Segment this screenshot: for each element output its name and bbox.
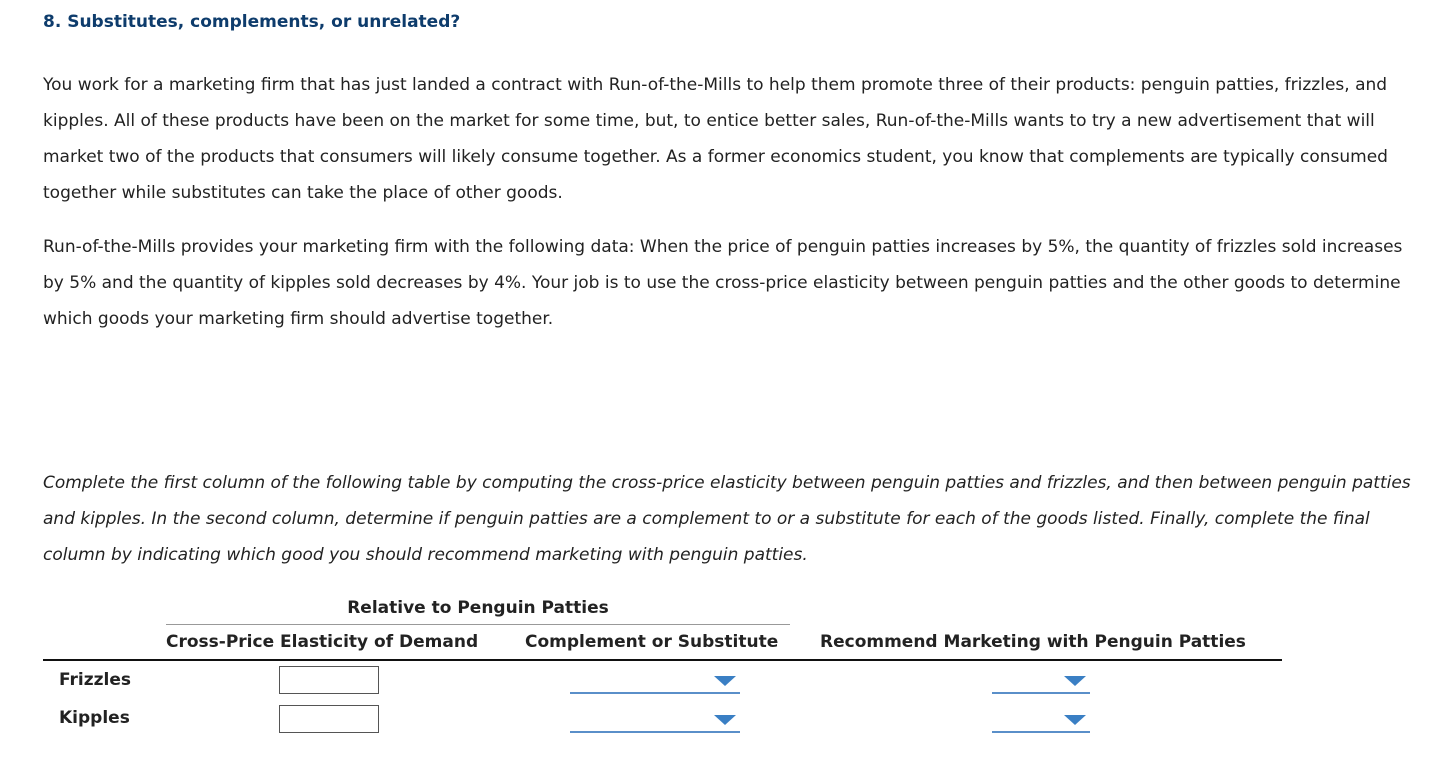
column-header-recommend: Recommend Marketing with Penguin Patties [820,632,1246,652]
question-title: 8. Substitutes, complements, or unrelated? [43,12,461,32]
column-header-complement-substitute: Complement or Substitute [525,632,779,652]
frizzles-elasticity-input[interactable] [279,666,379,694]
instructions-paragraph: Complete the first column of the following table by computing the cross-price elasticity between penguin patties and frizzles, and then between penguin patties and kipples. In the second column, determine if penguin patties are a complement to or a substitute for each of the goods listed. Finally, complete the final column by indicating which good you should recommend marketing with penguin patties. [43,473,1411,565]
row-label-frizzles: Frizzles [59,670,132,690]
group-header-divider [166,624,790,625]
kipples-elasticity-input[interactable] [279,705,379,733]
row-label-kipples: Kipples [59,708,130,728]
frizzles-recommend-dropdown[interactable] [992,668,1090,694]
frizzles-complement-substitute-dropdown[interactable] [570,668,740,694]
scenario-paragraph: You work for a marketing firm that has just landed a contract with Run-of-the-Mills to help them promote three of their products: penguin patties, frizzles, and kipples. All of these products have been on the market for some time, but, to entice better sales, Run-of-the-Mills wants to try a new advertisement that will market two of the products that consumers will likely consume together. As a former economics student, you know that complements are typically consumed together while substitutes can take the place of other goods. [43,75,1388,203]
chevron-down-icon[interactable] [1064,676,1086,686]
header-divider [43,659,1282,661]
kipples-recommend-dropdown[interactable] [992,707,1090,733]
table-group-header: Relative to Penguin Patties [347,598,609,618]
chevron-down-icon[interactable] [714,676,736,686]
column-header-elasticity: Cross-Price Elasticity of Demand [166,632,479,652]
kipples-complement-substitute-dropdown[interactable] [570,707,740,733]
data-paragraph: Run-of-the-Mills provides your marketing firm with the following data: When the price of penguin patties increases by 5%, the quantity of frizzles sold increases by 5% and the quantity of kipples sold decreases by 4%. Your job is to use the cross-price elasticity between penguin patties and the other goods to determine which goods your marketing firm should advertise together. [43,237,1403,329]
chevron-down-icon[interactable] [714,715,736,725]
chevron-down-icon[interactable] [1064,715,1086,725]
